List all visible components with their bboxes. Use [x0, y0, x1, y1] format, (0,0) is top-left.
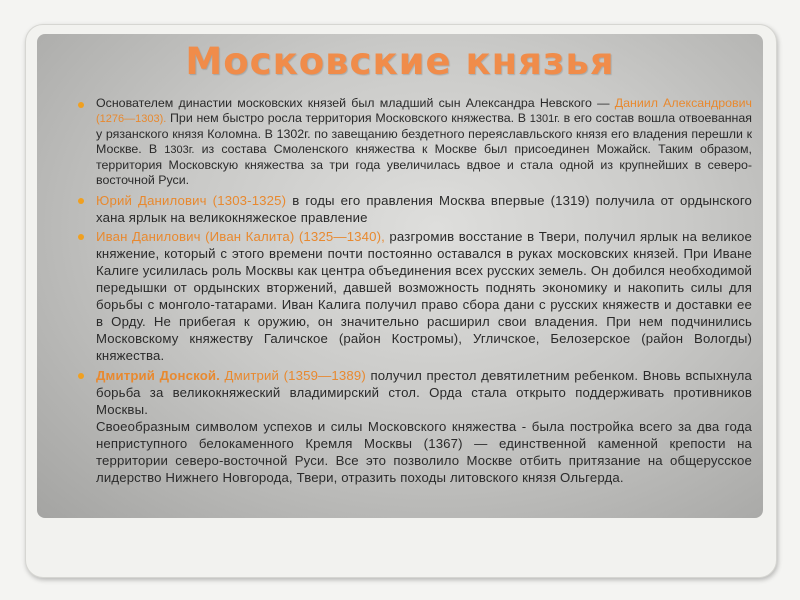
bullet-icon [78, 373, 84, 379]
paragraph-text: в годы его правления Москва впервые (1319) получила от ордынского хана ярлык на великокняжеское правление [96, 193, 752, 225]
list-item [96, 228, 752, 364]
prince-name: Даниил Александрович [614, 96, 752, 110]
year-text: 1303г. [164, 144, 195, 156]
list-item [96, 192, 752, 226]
prince-name: Иван Данилович (Иван Калита) (1325—1340), [96, 229, 385, 244]
prince-name-bold: Дмитрий Донской. [96, 368, 220, 383]
paragraph-text: Основателем династии московских князей был младший сын Александра Невского — [96, 96, 615, 110]
list-item [96, 96, 752, 188]
paragraph-text: в его состав вошла отвоеванная у рязанского князя Коломна. В 1302г. по завещанию бездетного переяславльского князя его владения перешли к Москве. В [96, 111, 752, 156]
slide-title: Московские князья [185, 40, 615, 83]
list-item [96, 367, 752, 486]
bullet-icon [78, 234, 84, 240]
paragraph-text: из состава Смоленского княжества к Москве был присоединен Можайск. Таким образом, территория Московскую княжества за три года увеличилась вдвое и стала одной из крупнейших в северо-восточной Руси. [96, 142, 752, 187]
year-text: 1301г. [529, 113, 560, 125]
paragraph-text: получил престол девятилетним ребенком. Вновь вспыхнула борьба за великокняжеский владимирский стол. Орда стала открыто поддерживать противников Москвы. [96, 368, 752, 417]
prince-name: Дмитрий (1359—1389) [219, 368, 366, 383]
bullet-list [96, 96, 752, 486]
prince-name: Юрий Данилович (1303-1325) [96, 193, 287, 208]
paragraph-text: При нем быстро росла территория Московского княжества. В [166, 111, 530, 125]
paragraph-text: Своеобразным символом успехов и силы Московского княжества - была постройка всего за два года неприступного белокаменного Кремля Москвы (1367) — единственной каменной крепости на территории северо-восточной Руси. Все это позволило Москве отбить притязание на общерусское лидерство Нижнего Новгорода, Твери, отразить походы литовского князя Ольгерда. [96, 419, 752, 485]
prince-dates: (1276—1303). [96, 113, 167, 125]
bullet-icon [78, 102, 84, 108]
paragraph-text: разгромив восстание в Твери, получил ярлык на великое княжение, который с этого времени почти постоянно оставался в руках московских князей. При Иване Калиге усилилась роль Москвы как центра объединения всех русских земель. Он добился необходимой передышки от ордынских вторжений, давшей возможность поднять экономику и накопить силы для борьбы с монголо-татарами. Иван Калига получил право сбора дани с русских княжеств и доставки ее в Орду. Не прибегая к оружию, он значительно расширил свои владения. При нем подчинились Московскому княжеству Галичское (район Костромы), Угличское, Белозерское (район Вологды) княжества. [96, 229, 752, 363]
bullet-icon [78, 198, 84, 204]
